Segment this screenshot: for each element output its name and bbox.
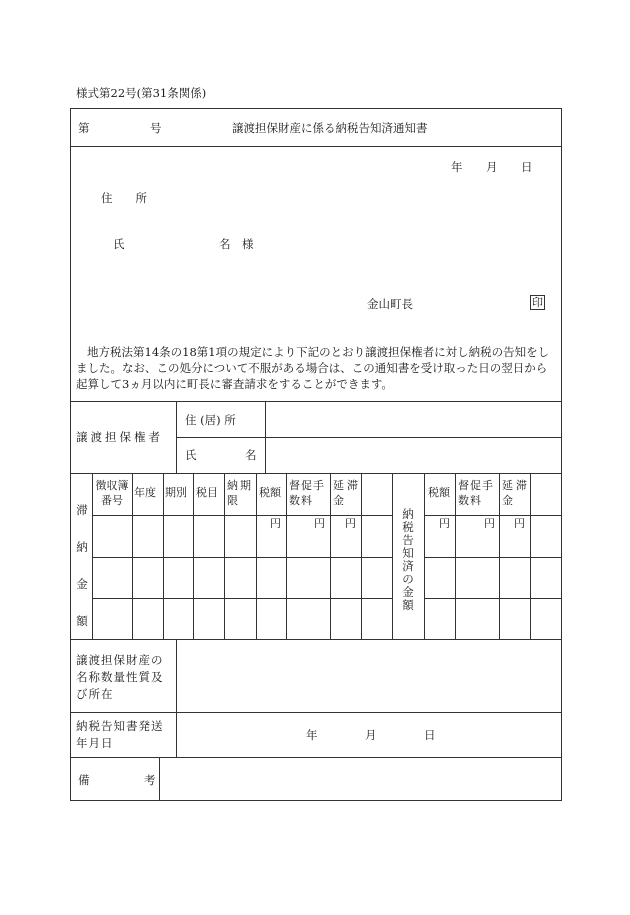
col-year: 年度 xyxy=(134,486,156,499)
divider xyxy=(424,598,562,599)
issuer-name: 金山町長 xyxy=(367,297,413,311)
seal-mark: 印 xyxy=(532,296,543,309)
sent-day: 日 xyxy=(424,728,436,742)
form-number: 様式第22号(第31条関係) xyxy=(76,86,207,100)
sent-date-label: 納税告知書発送年月日 xyxy=(76,719,164,750)
address-label: 住 所 xyxy=(101,191,147,205)
divider xyxy=(176,639,177,712)
form-title: 譲渡担保財産に係る納税告知済通知書 xyxy=(232,121,428,135)
divider xyxy=(176,437,562,438)
divider xyxy=(286,473,287,639)
divider xyxy=(92,473,93,639)
divider xyxy=(499,473,500,639)
divider xyxy=(70,146,562,147)
col-notified-late: 延滞金 xyxy=(502,479,530,507)
unit-notified-late: 円 xyxy=(514,517,525,530)
divider xyxy=(530,473,531,639)
col-late-fee: 延滞金 xyxy=(333,479,361,507)
divider xyxy=(361,473,362,639)
notified-label: 納税告知済の金額 xyxy=(402,507,414,612)
number-prefix: 第 xyxy=(78,121,90,135)
unit-tax: 円 xyxy=(270,517,281,530)
col-tax-item: 税目 xyxy=(196,486,218,499)
divider xyxy=(455,473,456,639)
col-period: 期別 xyxy=(165,486,187,499)
remarks-label-1: 備 xyxy=(78,773,90,787)
divider xyxy=(132,473,133,639)
col-deadline: 納期限 xyxy=(227,479,253,507)
unit-notified-tax: 円 xyxy=(439,517,450,530)
divider xyxy=(70,757,562,758)
number-suffix: 号 xyxy=(150,121,162,135)
col-notified-tax: 税額 xyxy=(428,486,450,499)
name-suffix: 名 様 xyxy=(219,237,254,251)
unit-late: 円 xyxy=(345,517,356,530)
holder-label: 譲渡担保権者 xyxy=(76,430,163,444)
divider xyxy=(424,557,562,558)
divider xyxy=(176,712,177,757)
divider xyxy=(70,401,562,402)
delinquent-label: 滞納金額 xyxy=(76,503,88,628)
remarks-label-2: 考 xyxy=(144,773,156,787)
divider xyxy=(92,515,392,516)
date-day: 日 xyxy=(521,160,533,174)
divider xyxy=(70,473,562,474)
notice-text: 地方税法第14条の18第1項の規定により下記のとおり譲渡担保権者に対し納税の告知をしました。なお、この処分について不服がある場合は、この通知書を受け取った日の翌日から起算して3ヵ月以内に町長に審査請求をすることができます。 xyxy=(76,345,550,391)
divider xyxy=(256,473,257,639)
date-month: 月 xyxy=(486,160,498,174)
divider xyxy=(92,598,392,599)
holder-address-label: 住 (居) 所 xyxy=(185,413,236,427)
divider xyxy=(424,473,425,639)
col-tax-amount: 税額 xyxy=(259,486,281,499)
divider xyxy=(159,757,160,801)
divider xyxy=(330,473,331,639)
name-label: 氏 xyxy=(113,237,125,251)
divider xyxy=(70,712,562,713)
unit-dunning: 円 xyxy=(314,517,325,530)
date-year: 年 xyxy=(451,160,463,174)
divider xyxy=(70,639,562,640)
holder-name-label-1: 氏 xyxy=(185,448,197,462)
holder-name-label-2: 名 xyxy=(245,448,257,462)
sent-year: 年 xyxy=(306,728,318,742)
divider xyxy=(224,473,225,639)
unit-notified-dunning: 円 xyxy=(484,517,495,530)
divider xyxy=(193,473,194,639)
col-receipt-no: 徴収簿番号 xyxy=(95,479,129,507)
col-dunning-fee: 督促手数料 xyxy=(289,479,325,507)
divider xyxy=(392,473,393,639)
divider xyxy=(424,515,562,516)
divider xyxy=(163,473,164,639)
property-label: 譲渡担保財産の名称数量性質及び所在 xyxy=(76,653,164,701)
divider xyxy=(92,557,392,558)
col-notified-dunning: 督促手数料 xyxy=(458,479,494,507)
sent-month: 月 xyxy=(365,728,377,742)
